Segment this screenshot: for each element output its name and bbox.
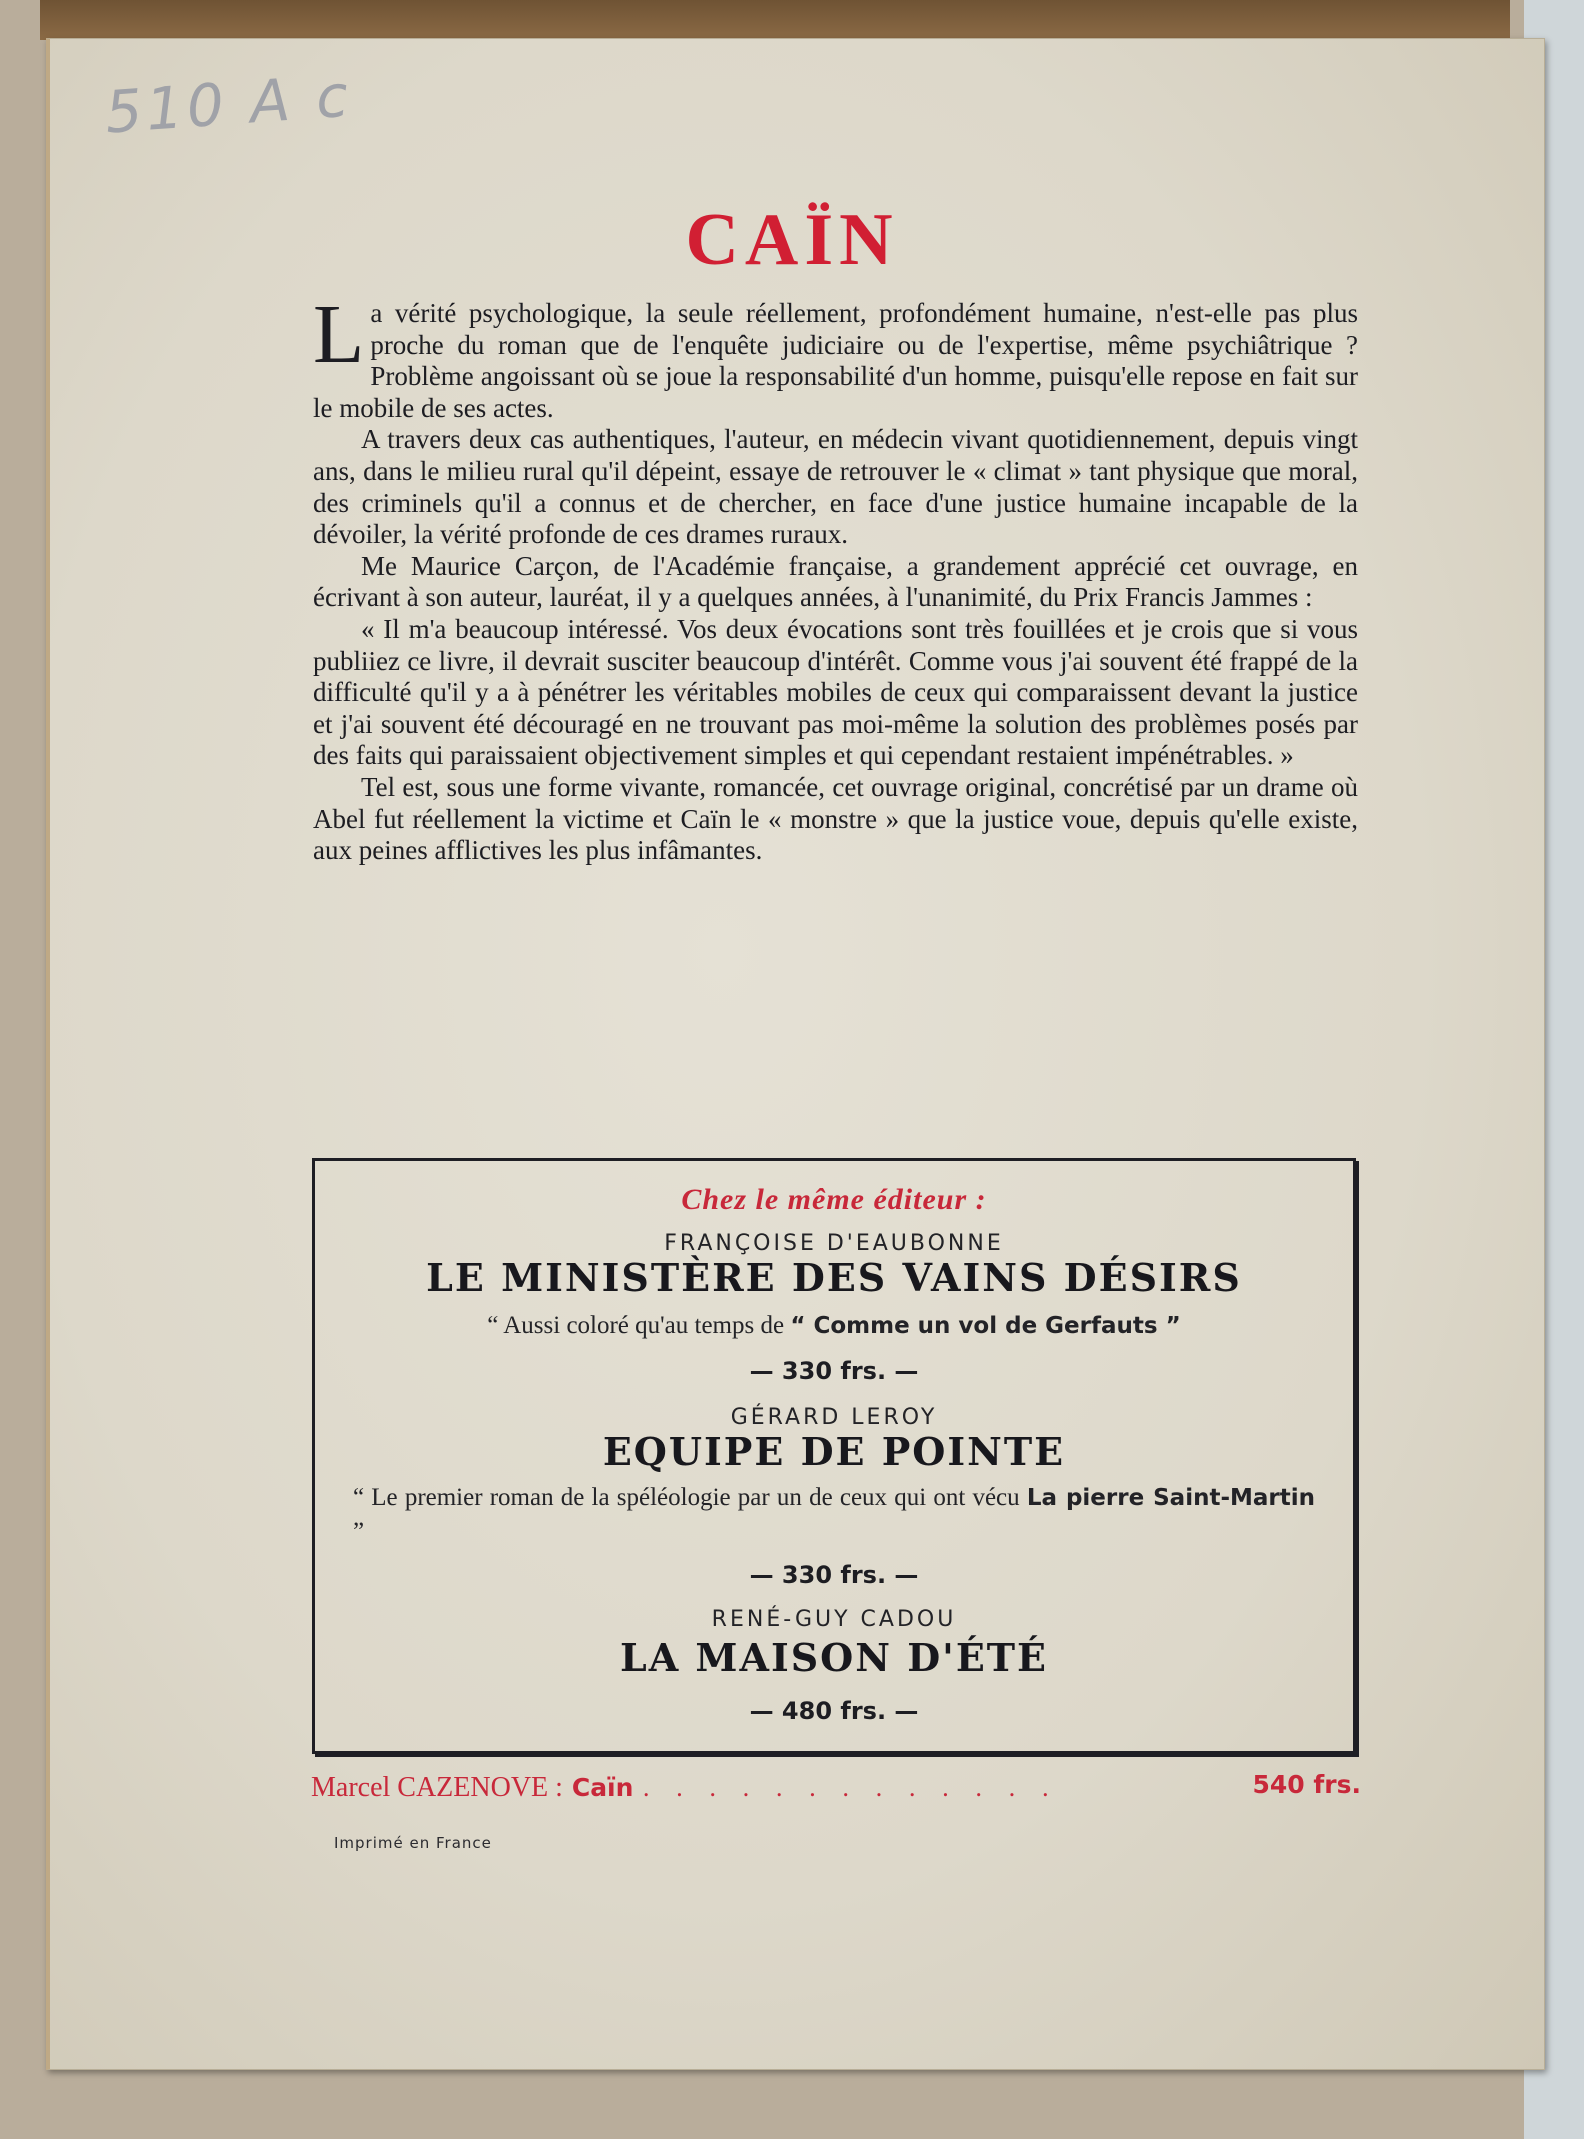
book-1-quote: “ Aussi coloré qu'au temps de “ Comme un vol de Gerfauts ” <box>487 1312 1181 1339</box>
paragraph-1: La vérité psychologique, la seule réellement, profondément humaine, n'est-elle pas plus proche du roman que de l'enquête judiciaire ou de l'expertise, même psychiâtrique ? Problème angoissant où se joue la responsabilité d'un homme, puisqu'elle repose en fait sur le mobile de ses actes. <box>313 288 1358 423</box>
book-1-price: — 330 frs. — <box>749 1357 919 1385</box>
footer-book: Caïn <box>571 1773 634 1802</box>
book-1-title: LE MINISTÈRE DES VAINS DÉSIRS <box>426 1255 1242 1300</box>
catalog-heading: Chez le même éditeur : <box>681 1183 987 1216</box>
leader-dots: . . . . . . . . . . . . . <box>642 1774 1059 1802</box>
blurb-text <box>313 288 1358 867</box>
drop-cap: L <box>313 288 365 381</box>
book-2-price: — 330 frs. — <box>749 1561 919 1589</box>
paragraph-3: Me Maurice Carçon, de l'Académie française, a grandement apprécié cet ouvrage, en écrivant à son auteur, lauréat, il y a quelques années, à l'unanimité, du Prix Francis Jammes : <box>313 550 1358 613</box>
paragraph-5: Tel est, sous une forme vivante, romancée, cet ouvrage original, concrétisé par un drame où Abel fut réellement la victime et Caïn le « monstre » que la justice voue, depuis qu'elle existe, aux peines afflictives les plus infâmantes. <box>313 771 1358 866</box>
paragraph-2: A travers deux cas authentiques, l'auteur, en médecin vivant quotidiennement, depuis vingt ans, dans le milieu rural qu'il dépeint, essaye de retrouver le « climat » tant physique que moral, des criminels qu'il a connus et de chercher, en face d'une justice humaine incapable de la dévoiler, la vérité profonde de ces drames ruraux. <box>313 424 1358 550</box>
book-2-title: EQUIPE DE POINTE <box>602 1429 1066 1474</box>
footer-price: 540 frs. <box>1252 1770 1361 1799</box>
footer-author: Marcel CAZENOVE : <box>311 1772 563 1803</box>
book-1-author: FRANÇOISE D'EAUBONNE <box>664 1231 1004 1256</box>
imprint-notice: Imprimé en France <box>334 1834 492 1852</box>
paragraph-4: « Il m'a beaucoup intéressé. Vos deux évocations sont très fouillées et je crois que si vous publiiez ce livre, il devrait susciter beaucoup d'intérêt. Comme vous j'ai souvent été frappé de la difficulté qu'il y a à pénétrer les véritables mobiles de ceux qui comparaissent devant la justice et j'ai souvent été découragé en ne trouvant pas moi-même la solution des problèmes posés par des faits qui paraissaient objectivement simples et qui cependant restaient impénétrables. » <box>313 613 1358 771</box>
publisher-catalog-box <box>312 1158 1356 1754</box>
wooden-surface <box>40 0 1510 40</box>
pencil-annotation: 510 A c <box>102 61 355 147</box>
book-2-quote: “ Le premier roman de la spéléologie par un de ceux qui ont vécu La pierre Saint-Martin ” <box>353 1484 1315 1545</box>
price-line <box>311 1770 1361 1804</box>
book-3-title: LA MAISON D'ÉTÉ <box>619 1635 1049 1680</box>
book-3-price: — 480 frs. — <box>749 1697 919 1725</box>
book-2-author: GÉRARD LEROY <box>730 1405 938 1430</box>
book-title: CAÏN <box>685 199 899 281</box>
book-3-author: RENÉ-GUY CADOU <box>711 1607 957 1632</box>
